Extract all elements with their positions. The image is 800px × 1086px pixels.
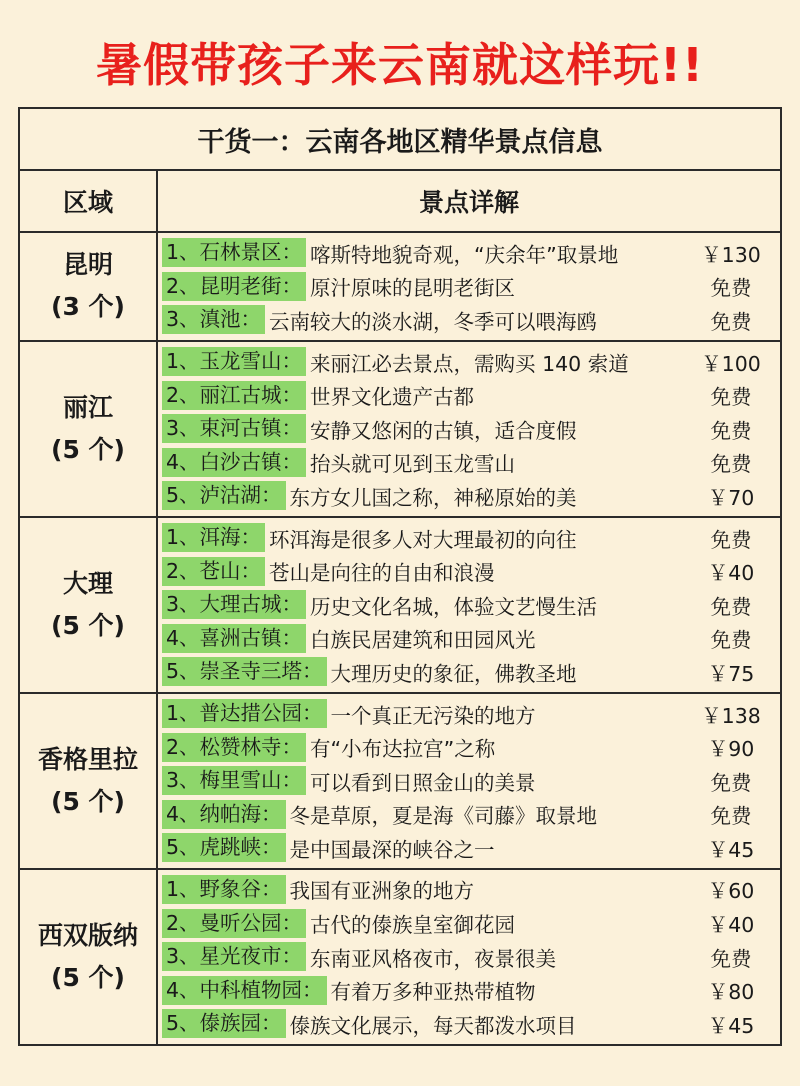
- spot-row: [162, 554, 780, 588]
- spot-row: [162, 479, 780, 513]
- spot-row: [162, 906, 780, 940]
- spot-name: 3、滇池：: [162, 305, 265, 334]
- spot-name: 5、虎跳峡：: [162, 833, 286, 862]
- region-cell: [20, 518, 158, 692]
- region-count: (5 个): [51, 786, 125, 816]
- spot-price: ￥100: [701, 351, 761, 376]
- region-name: 昆明: [62, 250, 113, 280]
- region-block-lijiang: [20, 342, 780, 518]
- spot-desc: 东南亚风格夜市，夜景很美: [310, 946, 557, 971]
- spot-desc: 世界文化遗产古都: [310, 385, 475, 410]
- spot-desc: 云南较大的淡水湖，冬季可以喂海鸥: [269, 309, 598, 334]
- spot-price: 免费: [710, 452, 752, 477]
- spot-desc: 原汁原味的昆明老街区: [310, 276, 516, 301]
- spot-list: [158, 694, 780, 868]
- region-count: (3 个): [51, 292, 125, 322]
- spot-row: [162, 412, 780, 446]
- spot-price: 免费: [710, 385, 752, 410]
- spot-name: 1、石林景区：: [162, 238, 306, 267]
- spot-list: [158, 342, 780, 516]
- table-subtitle: 干货一：云南各地区精华景点信息: [20, 109, 780, 171]
- spot-price: 免费: [710, 527, 752, 552]
- spot-row: [162, 798, 780, 832]
- spot-name: 2、丽江古城：: [162, 381, 306, 410]
- spot-price: 免费: [710, 594, 752, 619]
- spot-row: [162, 303, 780, 337]
- spot-desc: 冬是草原，夏是海《司藤》取景地: [289, 804, 598, 829]
- spot-price: 免费: [710, 946, 752, 971]
- spot-name: 4、白沙古镇：: [162, 448, 306, 477]
- spot-desc: 东方女儿国之称，神秘原始的美: [289, 485, 577, 510]
- spot-name: 5、泸沽湖：: [162, 481, 286, 510]
- region-name: 大理: [62, 568, 113, 598]
- spot-list: [158, 870, 780, 1044]
- spot-desc: 大理历史的象征，佛教圣地: [330, 661, 577, 686]
- spot-row: [162, 730, 780, 764]
- spot-price: ￥45: [707, 837, 755, 862]
- spot-row: [162, 940, 780, 974]
- spot-desc: 有着万多种亚热带植物: [330, 980, 536, 1005]
- spot-price: 免费: [710, 309, 752, 334]
- spot-row: [162, 1007, 780, 1041]
- spot-desc: 一个真正无污染的地方: [330, 703, 536, 728]
- spot-name: 1、野象谷：: [162, 875, 286, 904]
- spot-row: [162, 655, 780, 689]
- spot-name: 2、苍山：: [162, 557, 265, 586]
- region-name: 丽江: [62, 392, 113, 422]
- spot-list: [158, 233, 780, 340]
- spot-price: ￥75: [707, 661, 755, 686]
- spot-desc: 环洱海是很多人对大理最初的向往: [269, 527, 577, 552]
- region-block-dali: [20, 518, 780, 694]
- region-cell: [20, 694, 158, 868]
- spot-price: 免费: [710, 418, 752, 443]
- header-detail: 景点详解: [418, 188, 519, 217]
- spot-desc: 安静又悠闲的古镇，适合度假: [310, 418, 577, 443]
- header-region: 区域: [20, 171, 158, 231]
- spot-name: 1、洱海：: [162, 523, 265, 552]
- spot-name: 5、崇圣寺三塔：: [162, 657, 327, 686]
- spot-desc: 可以看到日照金山的美景: [310, 770, 536, 795]
- attractions-table: [18, 107, 782, 1046]
- spot-name: 2、曼听公园：: [162, 909, 306, 938]
- spot-row: [162, 236, 780, 270]
- spot-row: [162, 764, 780, 798]
- region-cell: [20, 233, 158, 340]
- spot-desc: 是中国最深的峡谷之一: [289, 837, 495, 862]
- spot-desc: 喀斯特地貌奇观，“庆余年”取景地: [310, 242, 619, 267]
- spot-desc: 来丽江必去景点，需购买 140 索道: [310, 351, 629, 376]
- spot-price: ￥45: [707, 1013, 755, 1038]
- spot-name: 4、纳帕海：: [162, 800, 286, 829]
- spot-price: ￥40: [707, 561, 755, 586]
- spot-name: 2、松赞林寺：: [162, 733, 306, 762]
- spot-desc: 历史文化名城，体验文艺慢生活: [310, 594, 598, 619]
- spot-row: [162, 378, 780, 412]
- spot-name: 4、喜洲古镇：: [162, 624, 306, 653]
- spot-price: ￥60: [707, 879, 755, 904]
- spot-desc: 苍山是向往的自由和浪漫: [269, 561, 495, 586]
- spot-name: 3、束河古镇：: [162, 414, 306, 443]
- spot-desc: 白族民居建筑和田园风光: [310, 628, 536, 653]
- spot-name: 3、星光夜市：: [162, 942, 306, 971]
- spot-price: ￥130: [701, 242, 761, 267]
- spot-row: [162, 446, 780, 480]
- spot-desc: 有“小布达拉宫”之称: [310, 737, 496, 762]
- spot-name: 5、傣族园：: [162, 1009, 286, 1038]
- spot-name: 1、玉龙雪山：: [162, 347, 306, 376]
- spot-row: [162, 588, 780, 622]
- spot-row: [162, 521, 780, 555]
- spot-name: 2、昆明老街：: [162, 272, 306, 301]
- spot-row: [162, 831, 780, 865]
- spot-price: ￥80: [707, 980, 755, 1005]
- spot-desc: 傣族文化展示，每天都泼水项目: [289, 1013, 577, 1038]
- spot-list: [158, 518, 780, 692]
- spot-desc: 我国有亚洲象的地方: [289, 879, 475, 904]
- spot-name: 3、大理古城：: [162, 590, 306, 619]
- spot-price: 免费: [710, 770, 752, 795]
- spot-row: [162, 697, 780, 731]
- spot-row: [162, 973, 780, 1007]
- region-count: (5 个): [51, 434, 125, 464]
- spot-name: 3、梅里雪山：: [162, 766, 306, 795]
- region-count: (5 个): [51, 610, 125, 640]
- spot-row: [162, 270, 780, 304]
- region-cell: [20, 342, 158, 516]
- spot-row: [162, 345, 780, 379]
- spot-desc: 古代的傣族皇室御花园: [310, 913, 516, 938]
- region-name: 香格里拉: [37, 744, 138, 774]
- spot-name: 4、中科植物园：: [162, 976, 327, 1005]
- region-block-kunming: [20, 233, 780, 342]
- page-title: 暑假带孩子来云南就这样玩!!: [96, 38, 704, 92]
- spot-row: [162, 622, 780, 656]
- region-count: (5 个): [51, 962, 125, 992]
- spot-price: ￥40: [707, 913, 755, 938]
- spot-desc: 抬头就可见到玉龙雪山: [310, 452, 516, 477]
- spot-row: [162, 873, 780, 907]
- spot-price: 免费: [710, 804, 752, 829]
- spot-price: ￥70: [707, 485, 755, 510]
- region-block-shangrila: [20, 694, 780, 870]
- region-block-xishuangbanna: [20, 870, 780, 1044]
- spot-price: ￥138: [701, 703, 761, 728]
- spot-price: 免费: [710, 628, 752, 653]
- region-name: 西双版纳: [37, 920, 138, 950]
- region-cell: [20, 870, 158, 1044]
- spot-price: ￥90: [707, 737, 755, 762]
- spot-name: 1、普达措公园：: [162, 699, 327, 728]
- table-header-row: [20, 171, 780, 233]
- spot-price: 免费: [710, 276, 752, 301]
